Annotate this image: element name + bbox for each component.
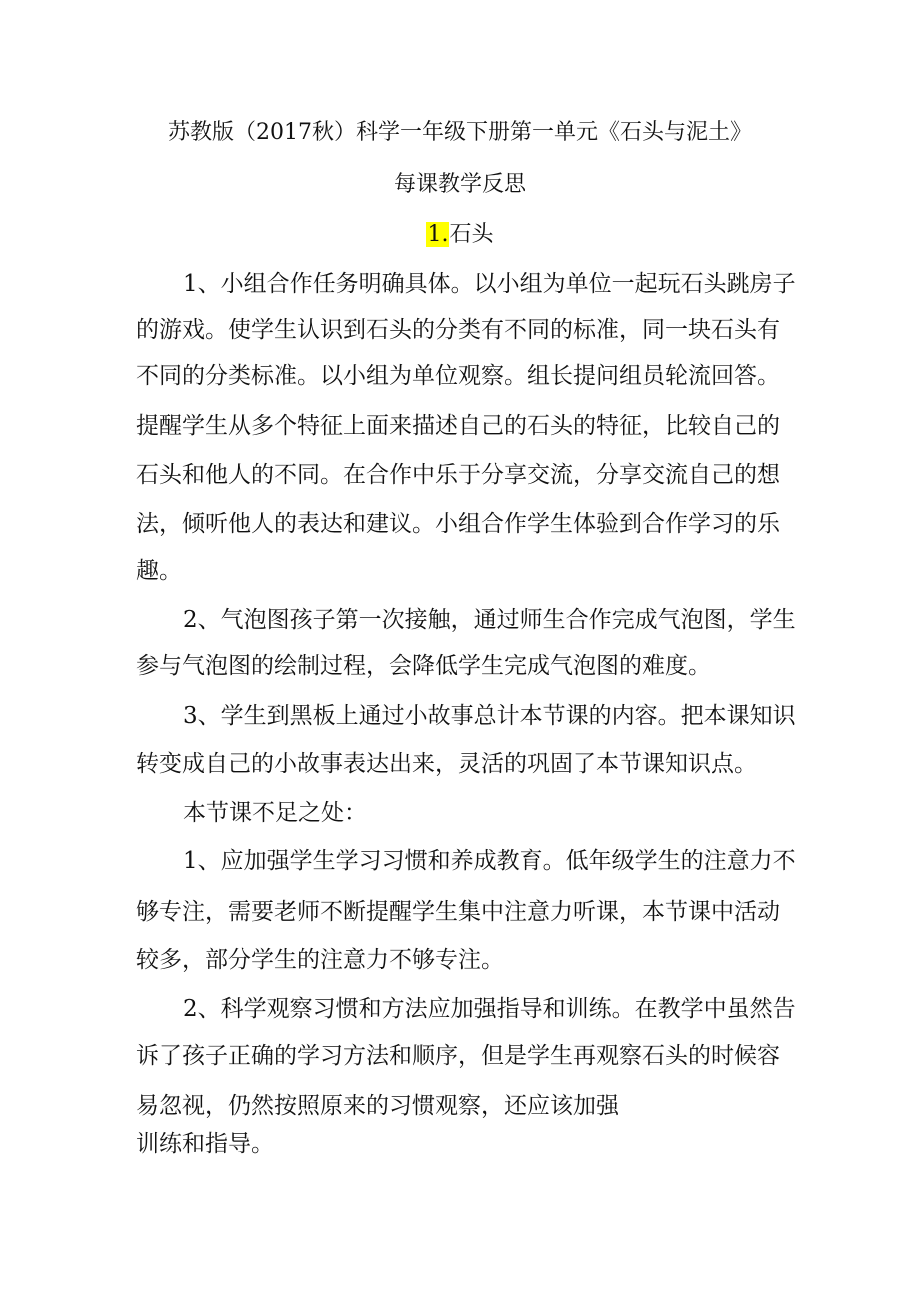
paragraph-line: 训练和指导。: [136, 1131, 274, 1157]
paragraph-line: 够专注，需要老师不断提醒学生集中注意力听课，本节课中活动: [136, 899, 780, 925]
lesson-heading: [0, 220, 920, 250]
paragraph-line: 不同的分类标准。以小组为单位观察。组长提问组员轮流回答。: [136, 363, 780, 389]
document-title: 苏教版（2017秋）科学一年级下册第一单元《石头与泥土》: [168, 120, 752, 145]
paragraph-line: 1、应加强学生学习习惯和养成教育。低年级学生的注意力不: [183, 848, 796, 874]
paragraph-line: 趣。: [136, 558, 182, 584]
paragraph-line: 的游戏。使学生认识到石头的分类有不同的标准，同一块石头有: [136, 317, 780, 343]
paragraph-line: 1、小组合作任务明确具体。以小组为单位一起玩石头跳房子: [183, 271, 796, 297]
paragraph-line: 石头和他人的不同。在合作中乐于分享交流，分享交流自己的想: [136, 462, 780, 488]
document-subtitle: 每课教学反思: [393, 172, 526, 197]
paragraph-line: 法，倾听他人的表达和建议。小组合作学生体验到合作学习的乐: [136, 511, 780, 537]
section-heading: 本节课不足之处：: [183, 800, 367, 826]
lesson-number-highlight: 1.: [427, 222, 449, 247]
paragraph-line: 诉了孩子正确的学习方法和顺序，但是学生再观察石头的时候容: [136, 1043, 780, 1069]
paragraph-line: 易忽视，仍然按照原来的习惯观察，还应该加强: [136, 1093, 619, 1119]
lesson-name: 石头: [449, 222, 494, 247]
paragraph-line: 转变成自己的小故事表达出来，灵活的巩固了本节课知识点。: [136, 751, 757, 777]
paragraph-line: 提醒学生从多个特征上面来描述自己的石头的特征，比较自己的: [136, 413, 780, 439]
paragraph-line: 参与气泡图的绘制过程，会降低学生完成气泡图的难度。: [136, 653, 711, 679]
paragraph-line: 2、气泡图孩子第一次接触，通过师生合作完成气泡图，学生: [183, 607, 796, 633]
paragraph-line: 较多，部分学生的注意力不够专注。: [136, 947, 504, 973]
paragraph-line: 2、科学观察习惯和方法应加强指导和训练。在教学中虽然告: [183, 996, 796, 1022]
paragraph-line: 3、学生到黑板上通过小故事总计本节课的内容。把本课知识: [183, 703, 796, 729]
